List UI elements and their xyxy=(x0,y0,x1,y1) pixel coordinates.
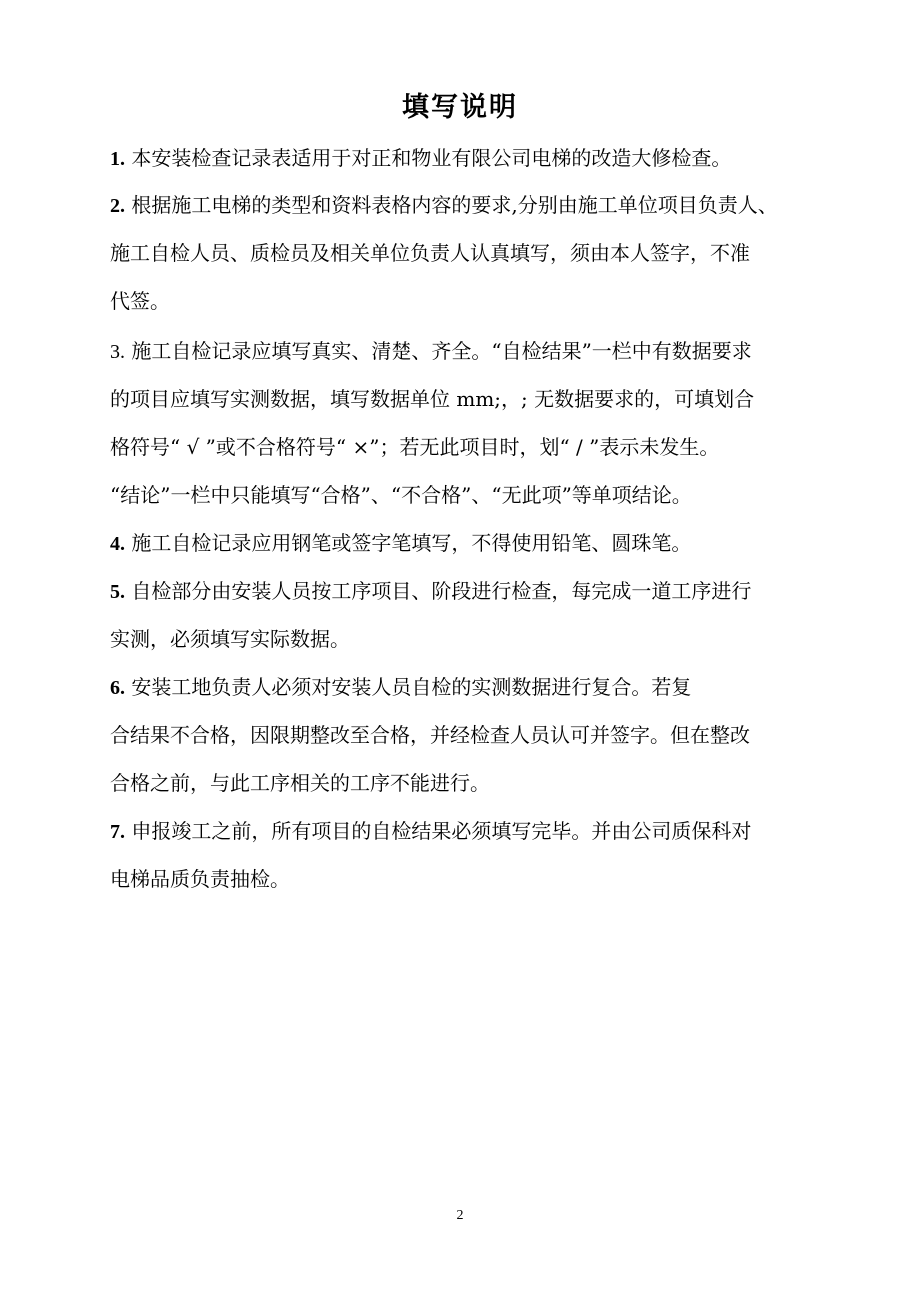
item-1-line-1: 1. 本安装检查记录表适用于对正和物业有限公司电梯的改造大修检查。 xyxy=(110,146,732,170)
item-4-line-1: 4. 施工自检记录应用钢笔或签字笔填写，不得使用铅笔、圆珠笔。 xyxy=(110,531,692,555)
item-2-line-3: 代签。 xyxy=(110,289,170,313)
item-5-line-2: 实测，必须填写实际数据。 xyxy=(110,627,350,651)
item-3-line-4: “结论”一栏中只能填写“合格”、“不合格”、“无此项”等单项结论。 xyxy=(110,483,692,507)
item-2-number: 2. xyxy=(110,195,125,217)
item-6-number: 6. xyxy=(110,677,125,699)
item-2-line-2: 施工自检人员、质检员及相关单位负责人认真填写，须由本人签字，不准 xyxy=(110,241,750,265)
item-6-line-3: 合格之前，与此工序相关的工序不能进行。 xyxy=(110,771,490,795)
item-5-number: 5. xyxy=(110,581,125,603)
item-3-line-3: 格符号“ √ ”或不合格符号“ ×”；若无此项目时，划“ / ”表示未发生。 xyxy=(110,435,720,459)
item-1-number: 1. xyxy=(110,148,125,170)
page-number: 2 xyxy=(456,1208,464,1223)
item-6-line-1: 6. 安装工地负责人必须对安装人员自检的实测数据进行复合。若复 xyxy=(110,675,692,699)
item-5-line-1: 5. 自检部分由安装人员按工序项目、阶段进行检查，每完成一道工序进行 xyxy=(110,579,752,603)
item-3-line-2: 的项目应填写实测数据，填写数据单位 mm;，; 无数据要求的，可填划合 xyxy=(110,387,755,411)
item-4-number: 4. xyxy=(110,533,125,555)
item-2-line-1: 2. 根据施工电梯的类型和资料表格内容的要求,分别由施工单位项目负责人、 xyxy=(110,193,778,217)
item-3-number: 3. xyxy=(110,341,125,363)
item-6-line-2: 合结果不合格，因限期整改至合格，并经检查人员认可并签字。但在整改 xyxy=(110,723,750,747)
item-3-line-1: 3. 施工自检记录应填写真实、清楚、齐全。“自检结果”一栏中有数据要求 xyxy=(110,339,752,363)
item-7-line-1: 7. 申报竣工之前，所有项目的自检结果必须填写完毕。并由公司质保科对 xyxy=(110,819,752,843)
item-7-number: 7. xyxy=(110,821,125,843)
page-title: 填写说明 xyxy=(402,92,518,123)
item-7-line-2: 电梯品质负责抽检。 xyxy=(110,867,290,891)
